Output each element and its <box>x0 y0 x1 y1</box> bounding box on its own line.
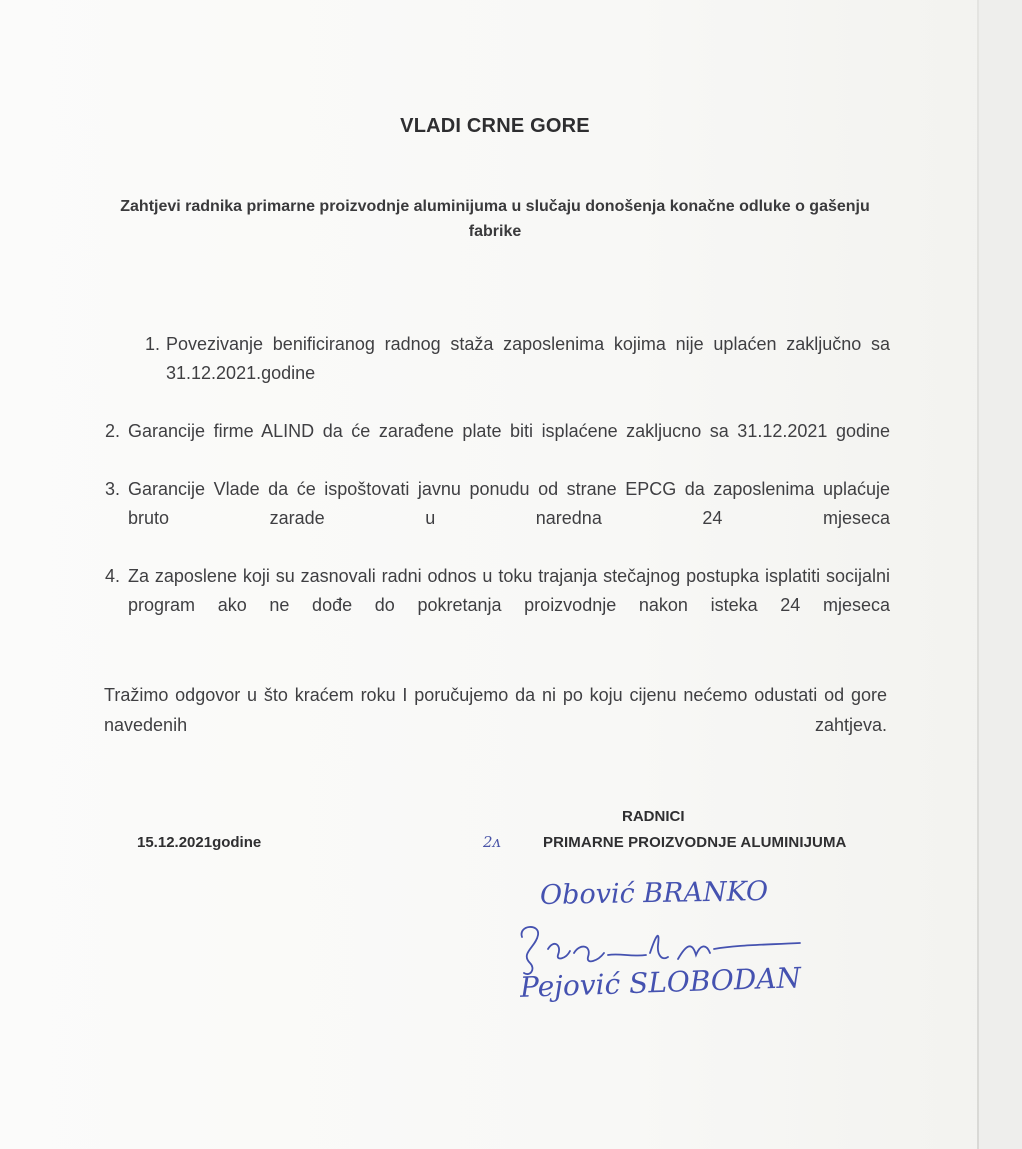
handwritten-mark: 2ᴧ <box>483 833 502 851</box>
list-number: 4. <box>104 566 120 586</box>
list-text: Garancije firme ALIND da će zarađene plate biti isplaćene zakljucno sa 31.12.2021 godine <box>128 421 890 441</box>
closing-paragraph: Tražimo odgovor u što kraćem roku I poručujemo da ni po koju cijenu nećemo odustati od gore navedenih zahtjeva. <box>104 685 887 735</box>
document-subtitle: Zahtjevi radnika primarne proizvodnje aluminijuma u slučaju donošenja konačne odluke o gašenju fabrike <box>120 198 870 240</box>
request-list <box>100 330 890 649</box>
list-number: 1. <box>144 334 160 354</box>
list-item <box>100 417 890 475</box>
signature-name: Obović BRANKO <box>539 876 769 911</box>
list-text: Za zaposlene koji su zasnovali radni odnos u toku trajanja stečajnog postupka isplatiti socijalni program ako ne dođe do pokretanja proizvodnje nakon isteka 24 mjeseca <box>128 566 890 615</box>
list-number: 3. <box>104 479 120 499</box>
signatory-subheading: PRIMARNE PROIZVODNJE ALUMINIJUMA <box>543 834 847 851</box>
signatory-heading: RADNICI <box>622 808 685 825</box>
scan-edge-margin <box>979 0 1022 1149</box>
list-item <box>100 475 890 562</box>
document-title: VLADI CRNE GORE <box>400 115 590 137</box>
signature-block <box>500 870 840 1030</box>
list-text: Garancije Vlade da će ispoštovati javnu ponudu od strane EPCG da zaposlenima uplaćuje bruto zarade u naredna 24 mjeseca <box>128 479 890 528</box>
list-text: Povezivanje benificiranog radnog staža zaposlenima kojima nije uplaćen zaključno sa 31.12.2021.godine <box>166 334 890 383</box>
list-item <box>100 562 890 649</box>
list-number: 2. <box>104 421 120 441</box>
document-date: 15.12.2021godine <box>137 834 262 851</box>
signature-name: Pejović SLOBODAN <box>519 961 802 1004</box>
list-item <box>100 330 890 417</box>
